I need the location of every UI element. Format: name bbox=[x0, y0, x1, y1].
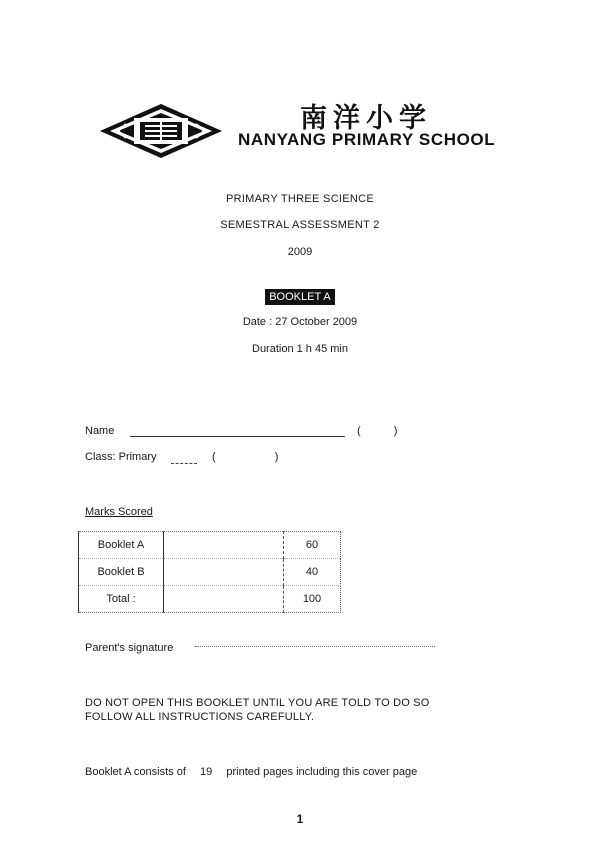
exam-year: 2009 bbox=[287, 246, 313, 258]
consists-suffix: printed pages including this cover page bbox=[226, 766, 418, 778]
school-name: NANYANG PRIMARY SCHOOL bbox=[238, 130, 496, 149]
class-field-line bbox=[171, 463, 197, 464]
marks-scored-title: Marks Scored bbox=[85, 506, 153, 518]
register-number-brackets: ( ) bbox=[357, 425, 398, 437]
school-name-chinese: 南洋小学 bbox=[300, 103, 432, 134]
consists-prefix: Booklet A consists of bbox=[85, 766, 186, 778]
row-label: Booklet A bbox=[79, 532, 164, 559]
class-label: Class: Primary bbox=[85, 451, 157, 463]
table-row bbox=[79, 532, 341, 559]
booklet-tag: BOOKLET A bbox=[265, 289, 335, 305]
max-score: 60 bbox=[284, 532, 341, 559]
name-field-line bbox=[130, 436, 345, 437]
instruction-line-1: DO NOT OPEN THIS BOOKLET UNTIL YOU ARE TOLD TO DO SO bbox=[85, 697, 430, 709]
table-row bbox=[79, 586, 341, 613]
row-label: Total : bbox=[79, 586, 164, 613]
score-cell bbox=[164, 586, 284, 613]
score-cell bbox=[164, 532, 284, 559]
instruction-line-2: FOLLOW ALL INSTRUCTIONS CAREFULLY. bbox=[85, 711, 315, 723]
page-count-statement bbox=[85, 766, 417, 778]
name-label: Name bbox=[85, 425, 115, 437]
booklet-tag-wrap bbox=[0, 287, 600, 305]
max-score: 100 bbox=[284, 586, 341, 613]
table-row bbox=[79, 559, 341, 586]
score-cell bbox=[164, 559, 284, 586]
row-label: Booklet B bbox=[79, 559, 164, 586]
exam-duration: Duration 1 h 45 min bbox=[252, 343, 348, 355]
signature-line bbox=[195, 646, 435, 647]
exam-subject: PRIMARY THREE SCIENCE bbox=[225, 193, 375, 205]
exam-assessment: SEMESTRAL ASSESSMENT 2 bbox=[220, 219, 380, 231]
max-score: 40 bbox=[284, 559, 341, 586]
page-count: 19 bbox=[200, 766, 213, 778]
marks-table bbox=[78, 531, 341, 613]
parent-signature-label: Parent's signature bbox=[85, 642, 174, 654]
class-brackets: ( ) bbox=[212, 451, 279, 463]
school-logo bbox=[100, 104, 222, 158]
page-number: 1 bbox=[296, 812, 304, 826]
exam-date: Date : 27 October 2009 bbox=[242, 316, 358, 328]
